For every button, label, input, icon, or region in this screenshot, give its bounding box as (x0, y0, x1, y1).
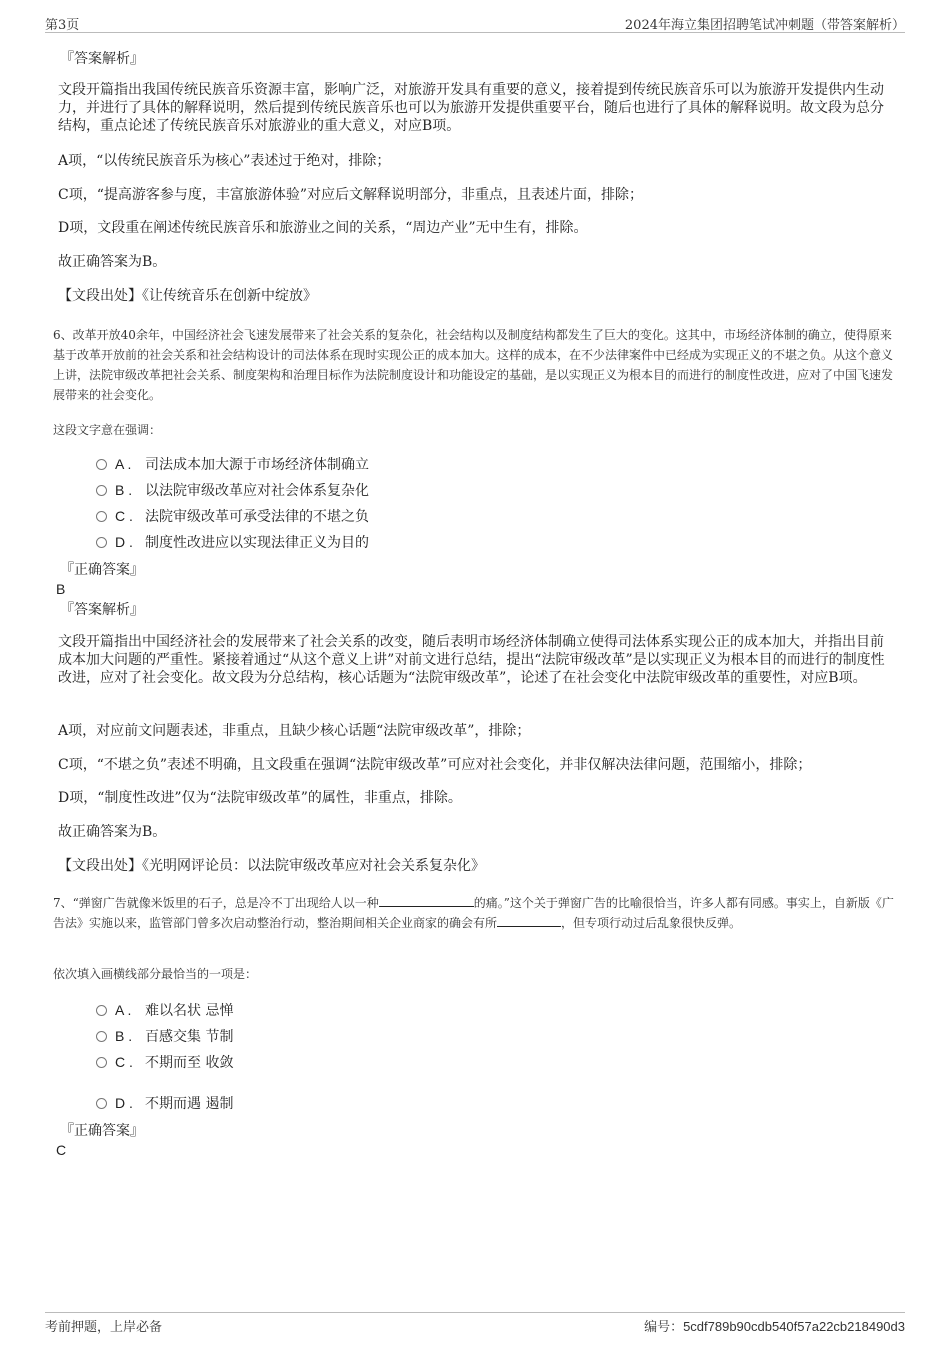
q6-stem: 6、改革开放40余年，中国经济社会飞速发展带来了社会关系的复杂化，社会结构以及制度结构都发生了巨大的变化。这其中，市场经济体制的确立，使得原来基于改革开放前的社会关系和社会结构设计的司法体系在现时实现公正的成本加大。这样的成本，在不少法律案件中已经成为实现正义的不堪之负。从这个意义上讲，法院审级改革把社会关系、制度架构和治理目标作为法院制度设计和功能设定的基础，是以实现正义为根本目的而进行的制度性改进，应对了中国飞速发展带来的社会变化。 (53, 328, 894, 402)
fill-blank-1 (379, 894, 474, 907)
option-text: 不期而遇 遏制 (145, 1096, 234, 1112)
q6-analysis-label: 『答案解析』 (60, 602, 144, 618)
option-letter: A . (115, 456, 132, 472)
option-letter: C . (115, 508, 133, 524)
option-text: 百感交集 节制 (145, 1029, 234, 1045)
option-text: 以法院审级改革应对社会体系复杂化 (145, 483, 369, 499)
option-letter: C . (115, 1054, 133, 1070)
q6-option-a[interactable] (96, 454, 369, 474)
page-number: 第3页 (45, 18, 80, 33)
q6-answer-label: 『正确答案』 (60, 562, 144, 578)
option-letter: A . (115, 1002, 132, 1018)
option-letter: B . (115, 482, 133, 498)
q7-answer-label: 『正确答案』 (60, 1123, 144, 1139)
q7-stem (53, 893, 896, 933)
option-text: 难以名状 忌惮 (145, 1003, 234, 1019)
option-text: 制度性改进应以实现法律正义为目的 (145, 535, 369, 551)
q7-option-d[interactable] (96, 1093, 233, 1113)
q7-option-a[interactable] (96, 1000, 233, 1020)
radio-icon[interactable] (96, 537, 107, 548)
radio-icon[interactable] (96, 1031, 107, 1042)
q7-stem-part1: 7、“弹窗广告就像米饭里的石子，总是冷不丁出现给人以一种 (53, 896, 379, 910)
q6-option-d-note: D项，“制度性改进”仅为“法院审级改革”的属性，非重点，排除。 (58, 790, 462, 806)
q7-stem-part3: ，但专项行动过后乱象很快反弹。 (561, 916, 742, 930)
q6-answer: B (56, 581, 66, 597)
q5-source: 【文段出处】《让传统音乐在创新中绽放》 (58, 288, 317, 304)
option-letter: B . (115, 1028, 133, 1044)
radio-icon[interactable] (96, 1057, 107, 1068)
option-text: 法院审级改革可承受法律的不堪之负 (145, 509, 369, 525)
document-id: 编号：5cdf789b90cdb540f57a22cb218490d3 (644, 1319, 905, 1334)
q5-conclusion: 故正确答案为B。 (58, 254, 167, 270)
q6-option-c[interactable] (96, 506, 369, 526)
radio-icon[interactable] (96, 485, 107, 496)
option-text: 司法成本加大源于市场经济体制确立 (145, 457, 369, 473)
option-text: 不期而至 收敛 (145, 1055, 234, 1071)
q5-analysis: 文段开篇指出我国传统民族音乐资源丰富，影响广泛，对旅游开发具有重要的意义，接着提到传统民族音乐可以为旅游开发提供内生动力，并进行了具体的解释说明，然后提到传统民族音乐也可以为旅游开发提供重要平台，随后也进行了具体的解释说明。故文段为总分结构，重点论述了传统民族音乐对旅游业的重大意义，对应B项。 (58, 82, 884, 134)
q6-question: 这段文字意在强调： (53, 423, 162, 437)
q6-option-c-note: C项，“不堪之负”表述不明确，且文段重在强调“法院审级改革”可应对社会变化，并非仅解决法律问题，范围缩小，排除； (58, 757, 812, 773)
q7-stem-part2: 的痛。”这个关于弹窗广告的比喻很恰当，许多人都有同感。事实上，自新版《广告法》实施以来，监管部门曾多次启动整治行动，整治期间相关企业商家的确会有所 (53, 896, 894, 930)
option-letter: D . (115, 1095, 133, 1111)
q5-option-a-note: A项，“以传统民族音乐为核心”表述过于绝对，排除； (58, 153, 391, 169)
page-header (45, 12, 905, 33)
q6-option-a-note: A项，对应前文问题表述，非重点，且缺少核心话题“法院审级改革”，排除； (58, 723, 531, 739)
q5-option-d-note: D项，文段重在阐述传统民族音乐和旅游业之间的关系，“周边产业”无中生有，排除。 (58, 220, 588, 236)
q6-conclusion: 故正确答案为B。 (58, 824, 167, 840)
q6-source: 【文段出处】《光明网评论员：以法院审级改革应对社会关系复杂化》 (58, 858, 485, 874)
document-title: 2024年海立集团招聘笔试冲刺题（带答案解析） (624, 18, 905, 33)
q7-question: 依次填入画横线部分最恰当的一项是： (53, 967, 258, 981)
footer-slogan: 考前押题，上岸必备 (45, 1320, 163, 1335)
q7-option-b[interactable] (96, 1026, 233, 1046)
q7-answer: C (56, 1142, 67, 1158)
radio-icon[interactable] (96, 1005, 107, 1016)
q6-analysis: 文段开篇指出中国经济社会的发展带来了社会关系的改变，随后表明市场经济体制确立使得司法体系实现公正的成本加大，并指出目前成本加大问题的严重性。紧接着通过“从这个意义上讲”对前文进行总结，提出“法院审级改革”是以实现正义为根本目的而进行的制度性改进，应对了社会变化。故文段为分总结构，核心话题为“法院审级改革”，论述了在社会变化中法院审级改革的重要性，对应B项。 (58, 634, 885, 686)
radio-icon[interactable] (96, 511, 107, 522)
q6-option-b[interactable] (96, 480, 369, 500)
option-letter: D . (115, 534, 133, 550)
q5-option-c-note: C项，“提高游客参与度，丰富旅游体验”对应后文解释说明部分，非重点，且表述片面，排除； (58, 187, 644, 203)
q6-option-d[interactable] (96, 532, 369, 552)
radio-icon[interactable] (96, 459, 107, 470)
q5-analysis-label: 『答案解析』 (60, 51, 144, 67)
q7-option-c[interactable] (96, 1052, 233, 1072)
page-footer (45, 1312, 905, 1335)
fill-blank-2 (497, 914, 561, 927)
radio-icon[interactable] (96, 1098, 107, 1109)
